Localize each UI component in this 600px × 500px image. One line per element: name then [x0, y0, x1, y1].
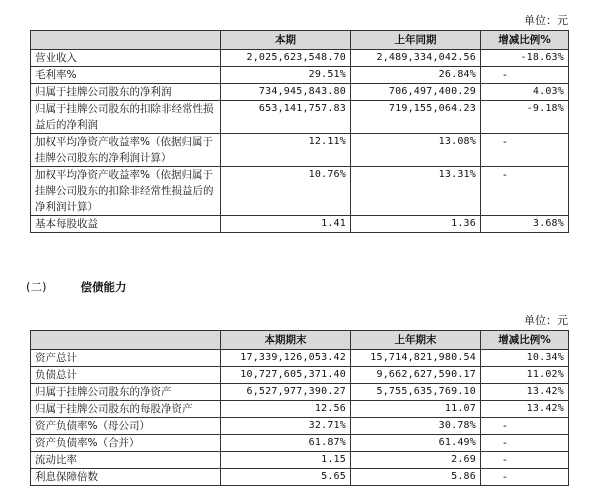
row-label: 归属于挂牌公司股东的扣除非经常性损益后的净利润 — [31, 101, 221, 134]
table-row — [31, 418, 569, 435]
section-number: (二) — [26, 280, 47, 294]
current-value: 12.11% — [221, 134, 351, 167]
table-row — [31, 50, 569, 67]
row-label: 归属于挂牌公司股东的净资产 — [31, 384, 221, 401]
change-value: - — [481, 469, 569, 486]
row-label: 营业收入 — [31, 50, 221, 67]
current-value: 653,141,757.83 — [221, 101, 351, 134]
header-blank — [31, 31, 221, 50]
header-current-period: 本期 — [221, 31, 351, 50]
prior-value: 13.31% — [351, 167, 481, 216]
header-prior-period-end: 上年期末 — [351, 331, 481, 350]
row-label: 加权平均净资产收益率%（依据归属于挂牌公司股东的扣除非经常性损益后的净利润计算） — [31, 167, 221, 216]
row-label: 毛利率% — [31, 67, 221, 84]
unit-label-bottom: 单位：元 — [524, 314, 568, 327]
table-row — [31, 367, 569, 384]
prior-value: 719,155,064.23 — [351, 101, 481, 134]
current-value: 17,339,126,053.42 — [221, 350, 351, 367]
prior-value: 1.36 — [351, 216, 481, 233]
prior-value: 2.69 — [351, 452, 481, 469]
current-value: 29.51% — [221, 67, 351, 84]
change-value: - — [481, 452, 569, 469]
current-value: 6,527,977,390.27 — [221, 384, 351, 401]
header-change-pct: 增减比例% — [481, 31, 569, 50]
current-value: 1.15 — [221, 452, 351, 469]
current-value: 12.56 — [221, 401, 351, 418]
section-title: 偿债能力 — [80, 280, 127, 294]
change-value: - — [481, 134, 569, 167]
current-value: 734,945,843.80 — [221, 84, 351, 101]
row-label: 资产总计 — [31, 350, 221, 367]
change-value: - — [481, 435, 569, 452]
row-label: 归属于挂牌公司股东的每股净资产 — [31, 401, 221, 418]
current-value: 10,727,605,371.40 — [221, 367, 351, 384]
row-label: 资产负债率%（合并） — [31, 435, 221, 452]
current-value: 2,025,623,548.70 — [221, 50, 351, 67]
change-value: 4.03% — [481, 84, 569, 101]
prior-value: 13.08% — [351, 134, 481, 167]
change-value: - — [481, 67, 569, 84]
prior-value: 30.78% — [351, 418, 481, 435]
row-label: 资产负债率%（母公司） — [31, 418, 221, 435]
section-heading — [26, 279, 126, 295]
profitability-table — [30, 30, 569, 233]
solvency-table — [30, 330, 569, 486]
table-row — [31, 469, 569, 486]
table-row — [31, 134, 569, 167]
row-label: 负债总计 — [31, 367, 221, 384]
prior-value: 11.07 — [351, 401, 481, 418]
header-prior-period: 上年同期 — [351, 31, 481, 50]
header-current-period-end: 本期期末 — [221, 331, 351, 350]
header-blank — [31, 331, 221, 350]
change-value: -9.18% — [481, 101, 569, 134]
row-label: 流动比率 — [31, 452, 221, 469]
change-value: 13.42% — [481, 384, 569, 401]
table-row — [31, 401, 569, 418]
row-label: 利息保障倍数 — [31, 469, 221, 486]
current-value: 10.76% — [221, 167, 351, 216]
table-header-row — [31, 31, 569, 50]
current-value: 1.41 — [221, 216, 351, 233]
prior-value: 5.86 — [351, 469, 481, 486]
current-value: 5.65 — [221, 469, 351, 486]
change-value: 10.34% — [481, 350, 569, 367]
unit-label-top: 单位：元 — [524, 14, 568, 27]
header-change-pct: 增减比例% — [481, 331, 569, 350]
prior-value: 9,662,627,590.17 — [351, 367, 481, 384]
change-value: 3.68% — [481, 216, 569, 233]
prior-value: 61.49% — [351, 435, 481, 452]
table-row — [31, 167, 569, 216]
table-row — [31, 435, 569, 452]
table-row — [31, 350, 569, 367]
table-row — [31, 84, 569, 101]
table-row — [31, 67, 569, 84]
table-row — [31, 384, 569, 401]
table-row — [31, 216, 569, 233]
change-value: - — [481, 167, 569, 216]
prior-value: 15,714,821,980.54 — [351, 350, 481, 367]
row-label: 归属于挂牌公司股东的净利润 — [31, 84, 221, 101]
prior-value: 2,489,334,042.56 — [351, 50, 481, 67]
current-value: 32.71% — [221, 418, 351, 435]
change-value: 11.02% — [481, 367, 569, 384]
prior-value: 26.84% — [351, 67, 481, 84]
current-value: 61.87% — [221, 435, 351, 452]
change-value: 13.42% — [481, 401, 569, 418]
table-row — [31, 452, 569, 469]
table-row — [31, 101, 569, 134]
row-label: 基本每股收益 — [31, 216, 221, 233]
change-value: - — [481, 418, 569, 435]
prior-value: 706,497,400.29 — [351, 84, 481, 101]
table-header-row — [31, 331, 569, 350]
row-label: 加权平均净资产收益率%（依据归属于挂牌公司股东的净利润计算） — [31, 134, 221, 167]
change-value: -18.63% — [481, 50, 569, 67]
prior-value: 5,755,635,769.10 — [351, 384, 481, 401]
